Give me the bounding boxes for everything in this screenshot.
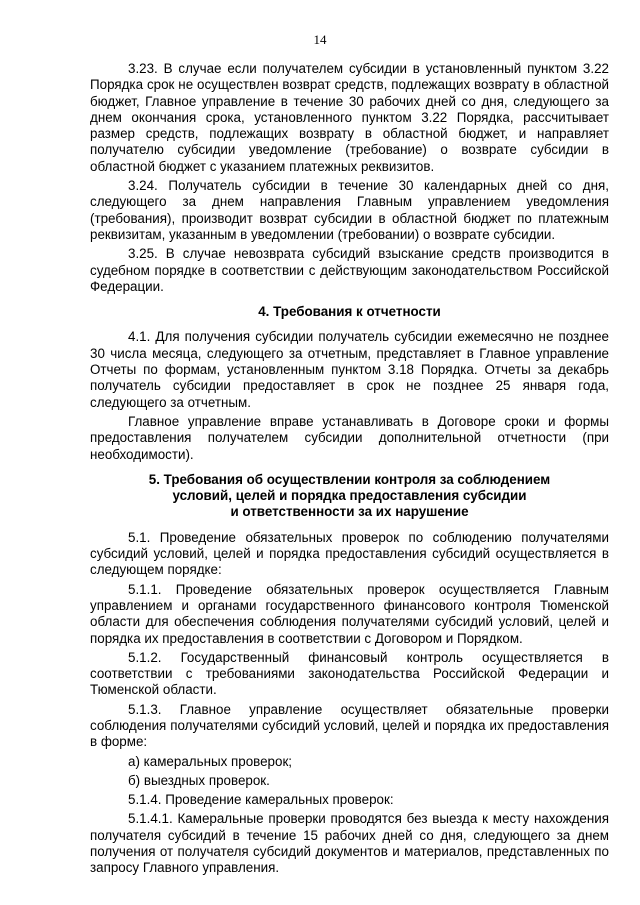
paragraph-5-1: 5.1. Проведение обязательных проверок по соблюдению получателями субсидий условий, целей и порядка предоставления субсидий осуществляется в следующем порядке: — [90, 529, 609, 578]
paragraph-5-1-4: 5.1.4. Проведение камеральных проверок: — [128, 792, 394, 808]
document-body — [90, 61, 609, 880]
section-5-heading-line: условий, целей и порядка предоставления субсидии — [172, 488, 527, 504]
paragraph-5-1-3: 5.1.3. Главное управление осуществляет обязательные проверки соблюдения получателями субсидий условий, целей и порядка их предоставления в форме: — [90, 701, 609, 750]
paragraph-5-1-2: 5.1.2. Государственный финансовый контроль осуществляется в соответствии с требованиями законодательства Российской Федерации и Тюменской области. — [90, 649, 609, 698]
paragraph-5-1-4-1: 5.1.4.1. Камеральные проверки проводятся без выезда к месту нахождения получателя субсидий в течение 15 рабочих дней со дня, следующего за днем получения от получателя субсидий документов и материалов, представленных по запросу Главного управления. — [90, 811, 609, 876]
section-4-heading: 4. Требования к отчетности — [258, 304, 441, 320]
paragraph-4-extra-reporting: Главное управление вправе устанавливать в Договоре сроки и формы предоставления получателем субсидии дополнительной отчетности (при необходимости). — [90, 413, 609, 462]
page-number: 14 — [313, 32, 327, 47]
paragraph-3-23: 3.23. В случае если получателем субсидии в установленный пунктом 3.22 Порядка срок не осуществлен возврат средств, подлежащих возврату в областной бюджет, Главное управление в течение 30 рабочих дней со дня, следующего за днем окончания срока, установленного пунктом 3.22 Порядка, рассчитывает размер средств, подлежащих возврату в областной бюджет, и направляет получателю субсидии уведомление (требование) о возврате субсидии в областной бюджет с указанием платежных реквизитов. — [90, 61, 609, 174]
paragraph-3-24: 3.24. Получатель субсидии в течение 30 календарных дней со дня, следующего за днем направления Главным управлением уведомления (требования), производит возврат субсидии в областной бюджет по платежным реквизитам, указанным в уведомлении (требовании) о возврате субсидии. — [90, 178, 609, 242]
section-5-heading-line: 5. Требования об осуществлении контроля за соблюдением — [148, 471, 551, 487]
section-5-heading-line: и ответственности за их нарушение — [230, 504, 469, 520]
paragraph-3-25: 3.25. В случае невозврата субсидий взыскание средств производится в судебном порядке в соответствии с действующим законодательством Российской Федерации. — [90, 246, 609, 294]
section-5-heading — [90, 472, 609, 521]
list-item-field-audits: б) выездных проверок. — [128, 772, 270, 788]
paragraph-5-1-1: 5.1.1. Проведение обязательных проверок осуществляется Главным управлением и органами государственного финансового контроля Тюменской области для обеспечения соблюдения получателями субсидий условий, целей и порядка их предоставления в соответствии с Договором и Порядком. — [90, 581, 609, 646]
paragraph-4-1: 4.1. Для получения субсидии получатель субсидии ежемесячно не позднее 30 числа месяца, следующего за отчетным, представляет в Главное управление Отчеты по формам, установленным пунктом 3.18 Порядка. Отчеты за декабрь получатель субсидии предоставляет в срок не позднее 25 января года, следующего за отчетным. — [90, 329, 609, 410]
list-item-desk-audits: а) камеральных проверок; — [128, 753, 293, 769]
